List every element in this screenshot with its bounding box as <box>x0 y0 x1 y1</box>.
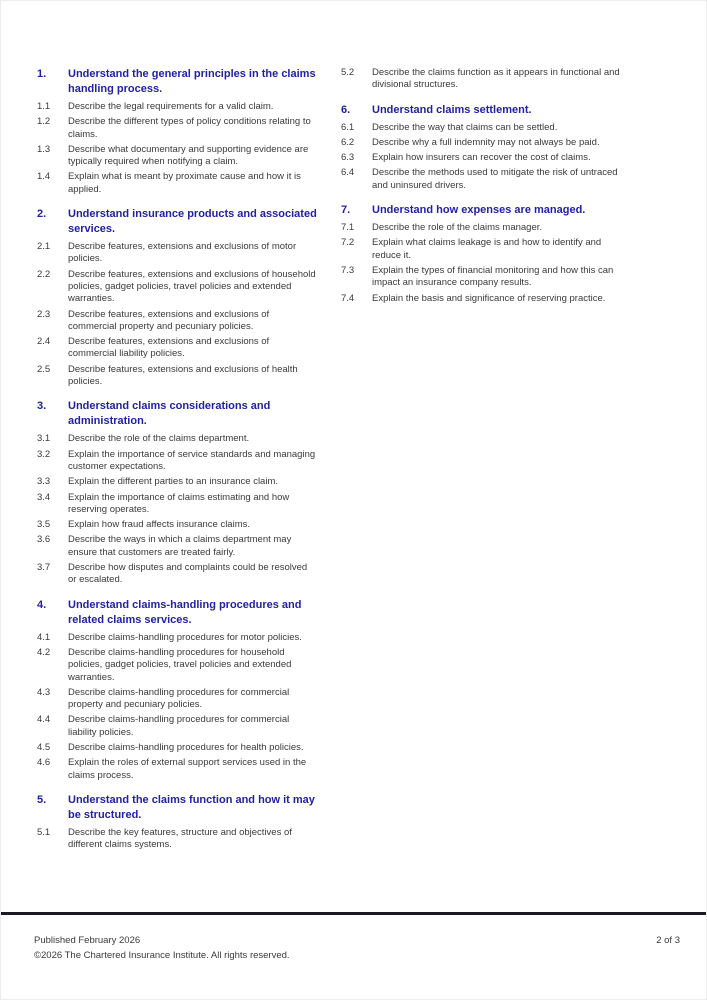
objective-item <box>37 714 318 739</box>
page-footer <box>34 933 680 963</box>
objective-number: 1.2 <box>37 116 51 128</box>
objective-item <box>37 269 318 306</box>
section-heading <box>341 103 622 118</box>
objective-number: 1.1 <box>37 101 51 112</box>
objective-text: Describe claims-handling procedures for commercial liability policies. <box>68 714 290 738</box>
objective-number: 3.5 <box>37 519 51 531</box>
objective-text: Describe the role of the claims department. <box>68 433 250 445</box>
objective-item <box>37 101 318 113</box>
objective-number: 3.7 <box>37 562 51 574</box>
objective-number: 7.2 <box>341 237 355 249</box>
objective-number: 2.1 <box>37 241 51 253</box>
objective-text: Describe features, extensions and exclusions of health policies. <box>68 363 298 388</box>
objective-item <box>37 827 318 852</box>
section-number: 5. <box>37 793 47 806</box>
objective-item <box>341 293 622 305</box>
objective-number: 5.2 <box>341 67 355 78</box>
objective-text: Describe the methods used to mitigate the risk of untraced and uninsured drivers. <box>372 167 618 191</box>
objective-number: 5.1 <box>37 826 51 838</box>
objective-item <box>37 476 318 488</box>
objective-item <box>341 137 622 149</box>
objective-item <box>37 241 318 266</box>
footer-left <box>34 933 290 963</box>
objective-text: Describe the way that claims can be settled. <box>372 121 558 133</box>
left-column <box>37 67 318 854</box>
objective-text: Describe the legal requirements for a valid claim. <box>68 101 274 112</box>
objective-item <box>37 687 318 712</box>
section-number: 4. <box>37 598 47 611</box>
objective-number: 6.3 <box>341 152 355 164</box>
objective-number: 4.1 <box>37 631 51 643</box>
objective-text: Describe the role of the claims manager. <box>372 222 543 234</box>
objective-text: Explain how fraud affects insurance claims. <box>68 519 250 531</box>
published-date: Published February 2026 <box>34 935 141 946</box>
copyright-notice: ©2026 The Chartered Insurance Institute. All rights reserved. <box>34 950 290 961</box>
objective-text: Explain the basis and significance of reserving practice. <box>372 292 606 304</box>
objective-text: Explain the types of financial monitoring and how this can impact an insurance company results. <box>372 264 614 289</box>
objective-item <box>37 742 318 754</box>
objective-text: Describe claims-handling procedures for household policies, gadget policies, travel policies and extended warranties. <box>68 646 292 683</box>
section-number: 1. <box>37 68 47 80</box>
section-title: Understand claims considerations and administration. <box>68 400 271 428</box>
objective-number: 4.6 <box>37 757 51 769</box>
objective-item <box>341 222 622 234</box>
objective-item <box>341 67 622 92</box>
objective-text: Describe the ways in which a claims department may ensure that customers are treated fairly. <box>68 534 292 558</box>
objective-text: Explain the importance of claims estimating and how reserving operates. <box>68 491 290 515</box>
objective-item <box>341 237 622 262</box>
objective-text: Describe the claims function as it appears in functional and divisional structures. <box>372 67 620 91</box>
section-title: Understand claims-handling procedures and related claims services. <box>68 598 302 626</box>
objective-number: 6.1 <box>341 121 355 133</box>
objective-item <box>37 647 318 684</box>
section-title: Understand the claims function and how it may be structured. <box>68 793 315 821</box>
section-title: Understand insurance products and associated services. <box>68 208 317 236</box>
objective-number: 3.6 <box>37 534 51 546</box>
section-number: 3. <box>37 400 47 413</box>
objective-number: 4.3 <box>37 686 51 698</box>
objective-item <box>341 122 622 134</box>
objective-text: Describe features, extensions and exclusions of household policies, gadget policies, travel policies and extended warranties. <box>68 268 316 305</box>
syllabus-content <box>37 67 622 854</box>
objective-item <box>37 144 318 169</box>
section-heading <box>37 598 318 628</box>
section-heading <box>37 207 318 237</box>
section-heading <box>37 793 318 823</box>
section-title: Understand the general principles in the claims handling process. <box>68 68 316 95</box>
objective-number: 7.1 <box>341 222 355 234</box>
section-number: 7. <box>341 204 351 217</box>
objective-text: Describe features, extensions and exclusions of motor policies. <box>68 241 297 265</box>
right-column <box>341 67 622 854</box>
objective-text: Explain the different parties to an insurance claim. <box>68 476 278 488</box>
objective-item <box>37 364 318 389</box>
objective-number: 4.2 <box>37 646 51 658</box>
objective-item <box>37 562 318 587</box>
objective-text: Explain what is meant by proximate cause and how it is applied. <box>68 171 301 195</box>
footer-divider <box>1 912 706 915</box>
section-number: 2. <box>37 208 47 221</box>
page-number: 2 of 3 <box>656 935 680 946</box>
objective-text: Describe the key features, structure and objectives of different claims systems. <box>68 826 292 851</box>
objective-text: Explain what claims leakage is and how to identify and reduce it. <box>372 237 602 261</box>
objective-number: 2.3 <box>37 308 51 320</box>
objective-text: Explain the roles of external support services used in the claims process. <box>68 757 307 781</box>
objective-item <box>37 757 318 782</box>
objective-text: Describe the different types of policy conditions relating to claims. <box>68 116 311 140</box>
objective-number: 3.3 <box>37 476 51 488</box>
objective-number: 2.2 <box>37 268 51 280</box>
objective-number: 3.4 <box>37 491 51 503</box>
section-number: 6. <box>341 103 351 116</box>
objective-item <box>37 492 318 517</box>
objective-text: Describe how disputes and complaints could be resolved or escalated. <box>68 562 308 586</box>
objective-item <box>341 167 622 192</box>
objective-number: 4.4 <box>37 714 51 726</box>
objective-text: Explain the importance of service standards and managing customer expectations. <box>68 448 316 472</box>
section-title: Understand claims settlement. <box>372 103 532 116</box>
objective-number: 2.4 <box>37 336 51 348</box>
section-heading <box>37 67 318 97</box>
objective-item <box>341 265 622 290</box>
objective-number: 1.4 <box>37 171 51 183</box>
objective-text: Describe claims-handling procedures for motor policies. <box>68 631 302 643</box>
objective-item <box>341 152 622 164</box>
objective-number: 6.4 <box>341 167 355 179</box>
section-title: Understand how expenses are managed. <box>372 204 586 217</box>
objective-item <box>37 519 318 531</box>
objective-item <box>37 336 318 361</box>
objective-number: 1.3 <box>37 143 51 155</box>
objective-number: 3.2 <box>37 448 51 460</box>
objective-item <box>37 632 318 644</box>
objective-text: Describe claims-handling procedures for health policies. <box>68 741 304 753</box>
objective-text: Describe claims-handling procedures for commercial property and pecuniary policies. <box>68 686 290 711</box>
objective-number: 2.5 <box>37 363 51 375</box>
objective-item <box>37 449 318 474</box>
objective-item <box>37 309 318 334</box>
objective-number: 4.5 <box>37 741 51 753</box>
objective-item <box>37 116 318 141</box>
objective-text: Explain how insurers can recover the cost of claims. <box>372 152 591 164</box>
objective-item <box>37 433 318 445</box>
objective-number: 3.1 <box>37 433 51 445</box>
section-heading <box>37 399 318 429</box>
objective-text: Describe features, extensions and exclusions of commercial liability policies. <box>68 336 270 360</box>
section-heading <box>341 203 622 218</box>
objective-text: Describe why a full indemnity may not always be paid. <box>372 136 600 148</box>
objective-number: 7.3 <box>341 264 355 276</box>
objective-item <box>37 171 318 196</box>
objective-text: Describe what documentary and supporting evidence are typically required when notifying a claim. <box>68 143 309 168</box>
objective-number: 6.2 <box>341 136 355 148</box>
objective-text: Describe features, extensions and exclusions of commercial property and pecuniary policies. <box>68 308 270 332</box>
objective-item <box>37 534 318 559</box>
objective-number: 7.4 <box>341 292 355 304</box>
